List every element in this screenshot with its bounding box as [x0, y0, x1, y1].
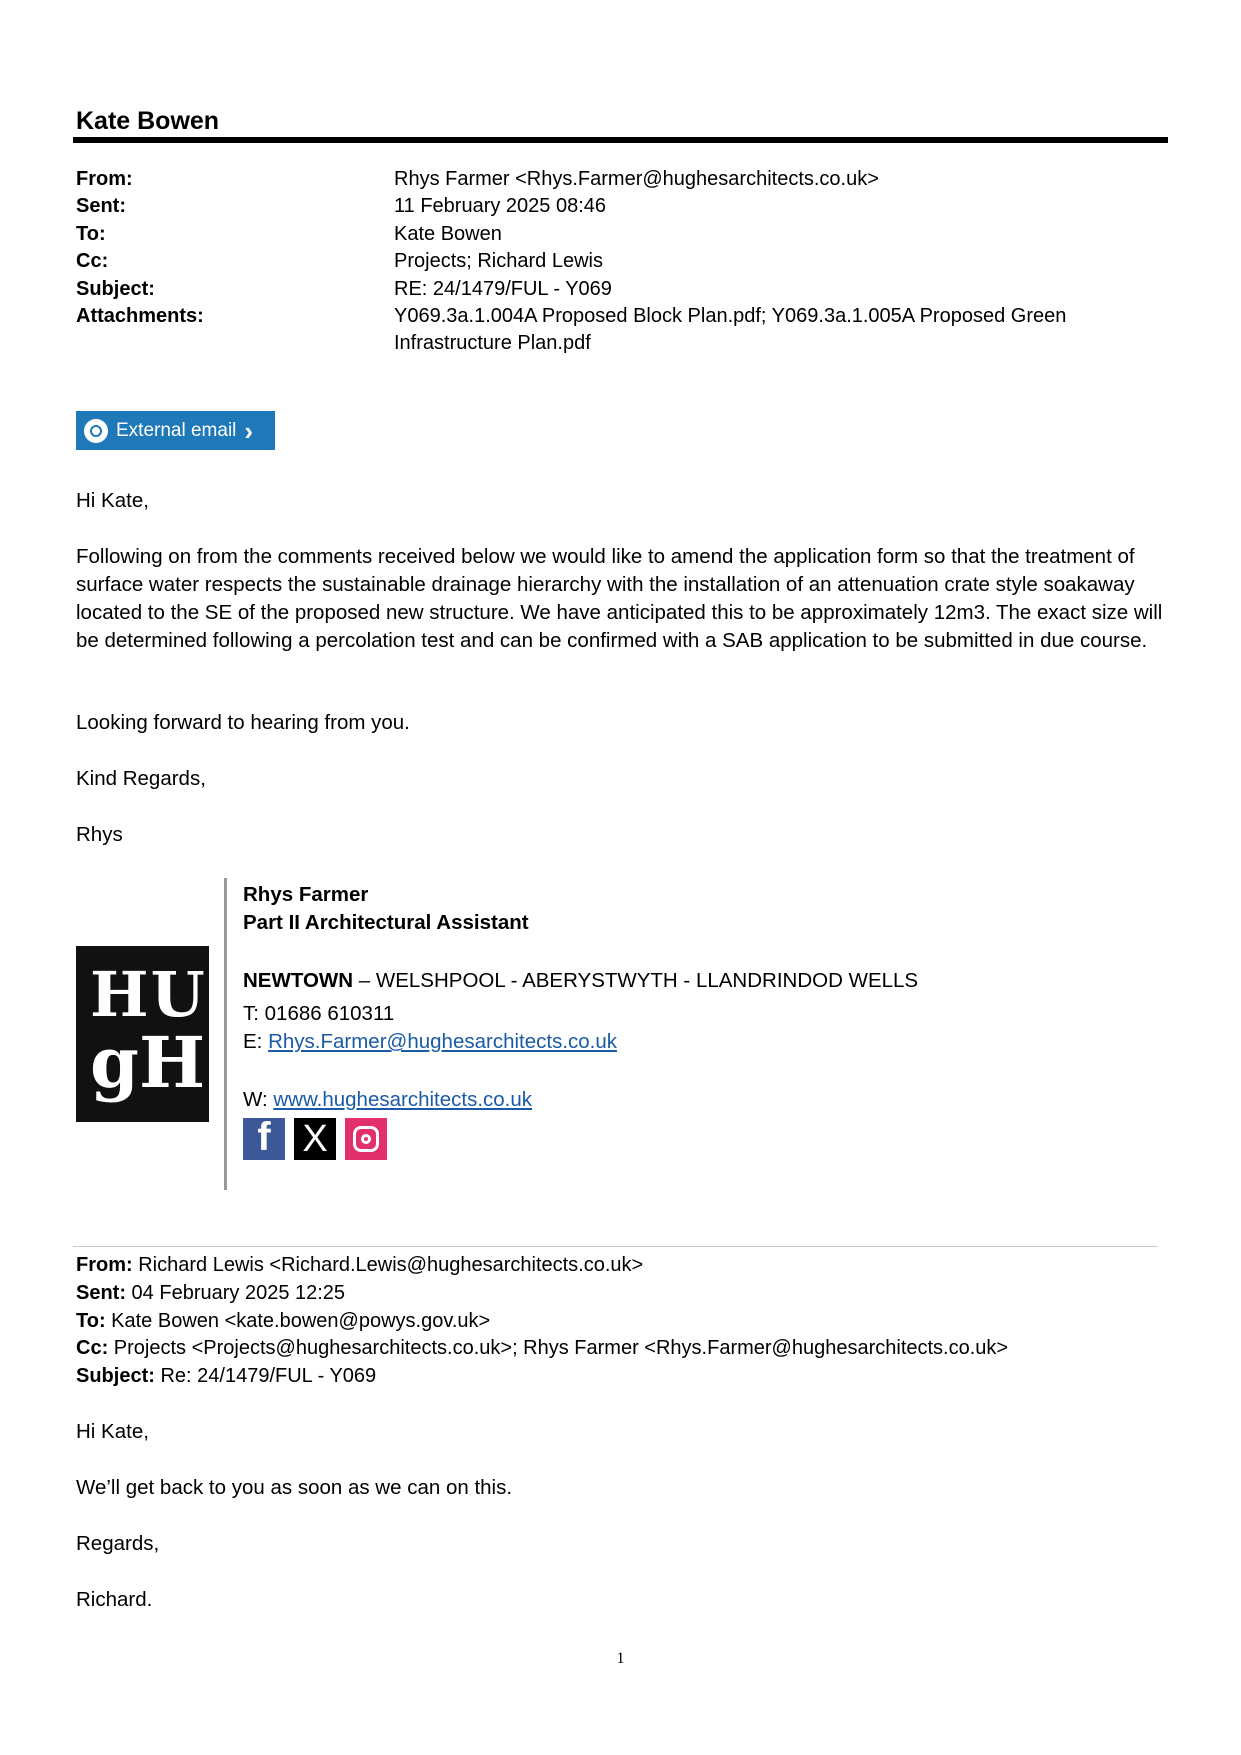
to-value: Kate Bowen: [394, 223, 502, 245]
fwd-to-label: To:: [76, 1310, 106, 1332]
fwd-sign: Richard.: [76, 1588, 153, 1611]
fwd-greeting: Hi Kate,: [76, 1420, 149, 1443]
fwd-sent-label: Sent:: [76, 1282, 126, 1304]
fwd-cc: [76, 1334, 1008, 1362]
signature-name: Rhys Farmer: [243, 883, 369, 906]
attachments-value[interactable]: Y069.3a.1.004A Proposed Block Plan.pdf; Y069.3a.1.005A Proposed Green Infrastructure Plan.pdf: [394, 305, 1067, 354]
sender-sign: Rhys: [76, 823, 123, 846]
page-title: Kate Bowen: [76, 107, 220, 135]
fwd-paragraph: We’ll get back to you as soon as we can on this.: [76, 1476, 513, 1499]
signature-website: [243, 1086, 532, 1114]
fwd-to-value: Kate Bowen <kate.bowen@powys.gov.uk>: [105, 1310, 491, 1332]
instagram-icon[interactable]: [345, 1118, 387, 1160]
subject-value: RE: 24/1479/FUL - Y069: [394, 278, 612, 300]
signature-offices: [243, 967, 918, 995]
fwd-to: [76, 1307, 490, 1335]
header-divider: [73, 137, 1168, 143]
signature-divider: [224, 878, 227, 1190]
fwd-cc-value: Projects <Projects@hughesarchitects.co.uk>; Rhys Farmer <Rhys.Farmer@hughesarchitects.co.uk>: [108, 1337, 1009, 1359]
web-prefix: W:: [243, 1088, 274, 1111]
attachments-label: Attachments:: [76, 305, 204, 327]
fwd-from-value: Richard Lewis <Richard.Lewis@hughesarchitects.co.uk>: [132, 1254, 644, 1276]
logo-text-top: HU: [90, 958, 207, 1031]
to-label: To:: [76, 223, 106, 245]
fwd-from: [76, 1251, 643, 1279]
external-email-icon: [84, 419, 108, 443]
office-list: – WELSHPOOL - ABERYSTWYTH - LLANDRINDOD WELLS: [353, 969, 919, 992]
camera-glyph: [353, 1126, 379, 1152]
fwd-cc-label: Cc:: [76, 1337, 109, 1359]
page-number: 1: [616, 1650, 625, 1667]
fwd-closing: Regards,: [76, 1532, 160, 1555]
cc-label: Cc:: [76, 250, 109, 272]
x-icon[interactable]: X: [294, 1118, 336, 1160]
from-label: From:: [76, 168, 133, 190]
signature-phone: T: 01686 610311: [243, 1002, 395, 1025]
thread-separator: [73, 1246, 1158, 1247]
facebook-icon[interactable]: f: [243, 1118, 285, 1160]
subject-label: Subject:: [76, 278, 155, 300]
fwd-subject: [76, 1362, 376, 1390]
company-logo: [76, 946, 209, 1122]
chevron-right-icon: ›: [244, 415, 254, 446]
fwd-from-label: From:: [76, 1254, 133, 1276]
closing: Kind Regards,: [76, 767, 206, 790]
signature-email: [243, 1028, 617, 1056]
external-email-badge[interactable]: [76, 411, 275, 450]
fwd-sent-value: 04 February 2025 12:25: [126, 1282, 346, 1304]
office-highlight: NEWTOWN: [243, 969, 354, 992]
message-paragraph: Following on from the comments received below we would like to amend the application form so that the treatment of surface water respects the sustainable drainage hierarchy with the installation of an attenuation crate style soakaway located to the SE of the proposed new structure. We have anticipated this to be approximately 12m3. The exact size will be determined following a percolation test and can be confirmed with a SAB application to be submitted in due course.: [76, 545, 1163, 652]
fwd-sent: [76, 1279, 345, 1307]
signature-title: Part II Architectural Assistant: [243, 911, 529, 934]
external-email-label: External email: [116, 419, 237, 441]
logo-text-bottom: gH: [90, 1021, 206, 1104]
sent-value: 11 February 2025 08:46: [394, 195, 607, 217]
fwd-subject-value: Re: 24/1479/FUL - Y069: [154, 1365, 377, 1387]
greeting: Hi Kate,: [76, 489, 149, 512]
message-paragraph-2: Looking forward to hearing from you.: [76, 711, 410, 734]
email-link[interactable]: Rhys.Farmer@hughesarchitects.co.uk: [268, 1030, 618, 1053]
website-link[interactable]: www.hughesarchitects.co.uk: [273, 1088, 533, 1111]
cc-value: Projects; Richard Lewis: [394, 250, 603, 272]
email-prefix: E:: [243, 1030, 269, 1053]
sent-label: Sent:: [76, 195, 126, 217]
from-value: Rhys Farmer <Rhys.Farmer@hughesarchitects.co.uk>: [394, 168, 879, 190]
fwd-subject-label: Subject:: [76, 1365, 155, 1387]
